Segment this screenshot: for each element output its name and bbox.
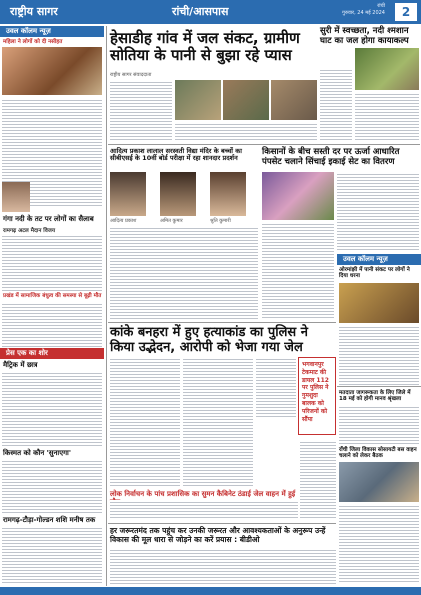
right-story3-headline: राँची जिला विकास सोसायटी बस वाहन चलाने को लेकर बैठक [339,447,417,460]
hero-photo-2 [223,80,269,120]
left-column-band: उवल कॉलम न्यूज़ [0,26,104,37]
divider-2 [108,322,336,323]
topper-name-3: श्रुति कुमारी [210,218,231,224]
farmers-headline: किसानों के बीच सस्ती दर पर ऊर्जा आधारित पंपसेट चलाने सिंचाई इकाई सेट का वितरण [262,147,400,167]
topper-name-2: अमित कुमार [160,218,183,224]
topper-photo-1 [110,172,146,216]
left-story2-sub: रामगढ़ अटल मैदान विजय [3,228,56,234]
left-story5-headline: किस्मत को कौन 'सुनाएगा' [3,449,72,457]
crime-body-col2 [183,357,253,487]
left-story6-body [2,526,102,584]
crime-body-col1 [110,357,180,487]
top-right-headline: सुरी में स्वच्छता, नदी श्मशान घाट का जल होगा कायाकल्प [320,26,409,46]
newspaper-brand: राष्ट्रीय सागर [10,5,58,18]
masthead [0,0,421,24]
left-story6-headline: रामगढ़-टौड़ा-गोल्डन शशि मनीष तक [3,516,96,524]
divider-4 [108,523,336,524]
divider-3 [337,386,421,387]
right-story1-photo [339,283,419,323]
page-footer [0,587,421,595]
right-column-band: उवल कॉलम न्यूज़ [337,254,421,265]
topper-name-1: आदित्य प्रकाश [110,218,137,224]
left-story5-body [2,459,102,515]
left-story4-headline: मैट्रिक में छात्र [3,361,38,369]
bottom-headline: हर जरूरतमंद तक पहुंच कर उनकी जरूरत और आवश्यकताओं के अनुरूप उन्हें विकास की मूल धारा से जोड़ने का करें प्रयास : बीडीओ [110,526,326,544]
right-story3-photo [339,462,419,502]
hero-body-col2 [175,122,317,142]
left-story3-headline: प्रखंड में सामाजिक बंधुत्व की समस्या से बूढ़ी मौत [3,293,102,299]
topper-photo-3 [210,172,246,216]
toppers-body [110,226,258,320]
toppers-headline: आदित्य प्रकाश लालाल सरस्वती विद्या मंदिर के बच्चों का सीबीएसई के 10वीं बोर्ड परीक्षा में रहा शानदार प्रदर्शन [110,147,242,163]
farmers-body-col1 [262,222,334,320]
hero-photo-3 [271,80,317,120]
divider-1 [108,144,420,145]
crime-quote-box: भगवानपुर टेकमाट की डायल 112 पर पुलिस ने गुमशुदा बालक को परिजनों को सौंपा [298,357,336,435]
right-story1-body [339,325,419,385]
masthead-meta [342,3,385,17]
hero-body-col3 [320,68,352,142]
edition-city: रांची [377,3,385,9]
side-body [300,440,336,520]
voter-headline: लोक निर्वाचन के पांच प्रशासिक का सुमन कैबिनेट ठंडाई जेल वाहन में हुई [110,490,296,498]
voter-body [110,500,298,520]
left-story1-photo [2,47,102,95]
left-portrait-photo [2,182,30,212]
left-story4-body [2,371,102,447]
right-story2-body [339,405,419,445]
edition-date: गुरुवार, 24 मई 2024 [342,10,385,16]
bottom-body [110,548,336,585]
crime-body-col3 [256,357,296,417]
page-number: 2 [395,3,417,21]
left-column-band-2: प्रेस एक का शोर [0,348,104,359]
farmers-photo [262,172,334,220]
right-story1-headline: ओरमांझी में पानी संकट पर लोगों ने दिया धरना [339,267,410,280]
top-right-body [355,92,419,142]
farmers-body-col2 [337,172,419,252]
left-story2-headline: गंगा नदी के तट पर लोगों का सैलाब [3,215,94,223]
hero-headline: हेसाडीह गांव में जल संकट, ग्रामीण सोतिया के पानी से बुझा रहे प्यास [110,29,300,65]
section-title: रांची/आसपास [172,5,229,18]
hero-photo-1 [175,80,221,120]
left-story1-headline: महिला ने लोगों को दी नसीहत [3,39,63,45]
top-right-photo [355,48,419,90]
column-divider [106,26,107,586]
right-story2-headline: मतदाता जागरूकता के लिए जिले में 18 मई को होगी मानव श्रृंखला [339,390,411,403]
topper-photo-2 [160,172,196,216]
crime-headline: कांके बनहरा में हुए हत्याकांड का पुलिस ने किया उद्भेदन, आरोपी को भेजा गया जेल [110,325,308,355]
right-story3-body [339,504,419,584]
left-story3-body [2,302,102,347]
hero-body-col1 [110,80,172,140]
left-story2-body [2,234,102,292]
hero-byline: राष्ट्रीय सागर संवाददाता [110,72,152,78]
